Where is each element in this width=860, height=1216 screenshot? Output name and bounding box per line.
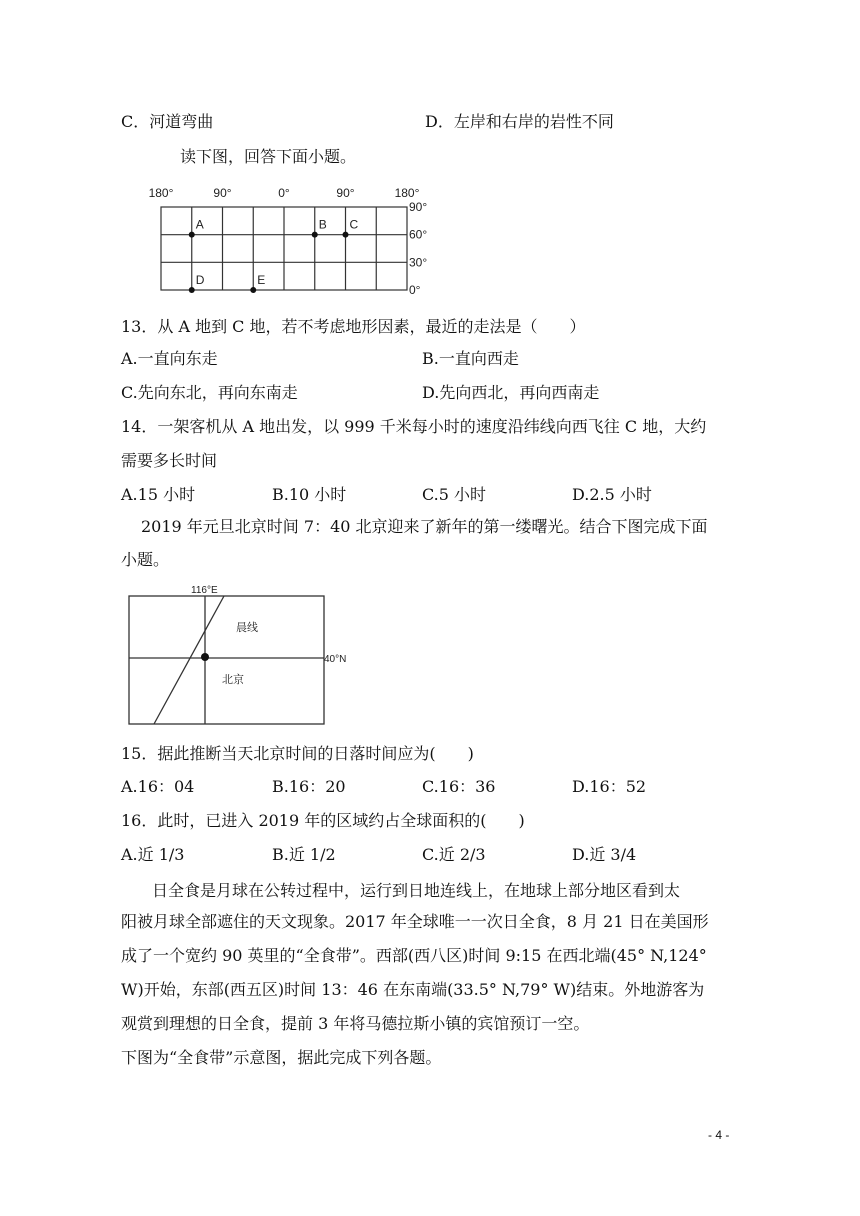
q14-option-c: C.5 小时 <box>422 485 487 504</box>
point-d <box>189 287 195 293</box>
lat-40n-label: 40°N <box>324 654 347 665</box>
beijing-label: 北京 <box>222 674 244 686</box>
q14-stem-line1: 14．一架客机从 A 地出发，以 999 千米每小时的速度沿纬线向西飞往 C 地，大约 <box>121 417 707 436</box>
q14-option-d: D.2.5 小时 <box>572 485 652 504</box>
point-label-d: D <box>195 273 205 287</box>
point-b <box>312 232 318 238</box>
point-c <box>343 232 349 238</box>
lat-tick-label: 0° <box>409 283 421 297</box>
q15-stem: 15．据此推断当天北京时间的日落时间应为( ) <box>121 744 474 763</box>
lon-116e-label: 116°E <box>191 585 218 596</box>
passage-line5: 观赏到理想的日全食，提前 3 年将马德拉斯小镇的宾馆预订一空。 <box>121 1014 590 1033</box>
passage-line4: W)开始，东部(西五区)时间 13：46 在东南端(33.5° N,79° W)结束。外地游客为 <box>121 980 705 999</box>
intro-read-figure: 读下图，回答下面小题。 <box>180 147 357 166</box>
lon-tick-label: 90° <box>213 186 232 200</box>
q15-option-d: D.16：52 <box>572 777 647 796</box>
passage-line6: 下图为“全食带”示意图，据此完成下列各题。 <box>121 1048 442 1067</box>
lon-tick-label: 180° <box>394 186 420 200</box>
q13-stem: 13．从 A 地到 C 地，若不考虑地形因素，最近的走法是（ ） <box>121 317 586 336</box>
q16-option-d: D.近 3/4 <box>572 845 637 864</box>
lat-lon-grid-figure <box>145 184 445 298</box>
page-number: - 4 - <box>708 1128 730 1142</box>
q13-option-c: C.先向东北，再向东南走 <box>121 383 298 402</box>
lon-tick-label: 90° <box>336 186 355 200</box>
q15-option-b: B.16：20 <box>272 777 346 796</box>
passage-line2: 阳被月球全部遮住的天文现象。2017 年全球唯一一次日全食，8 月 21 日在美国形 <box>121 912 709 931</box>
point-e <box>250 287 256 293</box>
lon-tick-label: 0° <box>278 186 290 200</box>
lat-tick-label: 30° <box>409 255 428 270</box>
passage-line1: 日全食是月球在公转过程中，运行到日地连线上，在地球上部分地区看到太 <box>152 881 681 900</box>
q16-option-c: C.近 2/3 <box>422 845 486 864</box>
option-d-top: D．左岸和右岸的岩性不同 <box>425 112 614 131</box>
point-a <box>189 232 195 238</box>
q15-option-c: C.16：36 <box>422 777 496 796</box>
beijing-point <box>201 653 209 661</box>
beijing-dawn-figure <box>124 583 364 728</box>
terminator-line <box>154 596 224 724</box>
lat-tick-label: 90° <box>409 200 428 214</box>
point-label-a: A <box>195 217 204 232</box>
q13-option-d: D.先向西北，再向西南走 <box>422 383 600 402</box>
q14-option-b: B.10 小时 <box>272 485 347 504</box>
q16-option-b: B.近 1/2 <box>272 845 336 864</box>
q14-option-a: A.15 小时 <box>121 485 196 504</box>
q14-stem-line2: 需要多长时间 <box>121 451 218 470</box>
intro2-line2: 小题。 <box>121 550 170 569</box>
intro2-line1: 2019 年元旦北京时间 7：40 北京迎来了新年的第一缕曙光。结合下图完成下面 <box>141 517 708 536</box>
q15-option-a: A.16：04 <box>121 777 195 796</box>
point-label-b: B <box>318 217 327 232</box>
passage-line3: 成了一个宽约 90 英里的“全食带”。西部(西八区)时间 9:15 在西北端(45° N,124° <box>121 946 707 965</box>
point-label-e: E <box>257 273 266 287</box>
q13-option-a: A.一直向东走 <box>121 349 218 368</box>
lat-tick-label: 60° <box>409 227 428 242</box>
terminator-label: 晨线 <box>236 622 258 634</box>
option-c-top: C．河道弯曲 <box>121 112 214 131</box>
lon-tick-label: 180° <box>148 186 174 200</box>
q13-option-b: B.一直向西走 <box>422 349 519 368</box>
point-label-c: C <box>349 217 359 232</box>
q16-option-a: A.近 1/3 <box>121 845 185 864</box>
q16-stem: 16．此时，已进入 2019 年的区域约占全球面积的( ) <box>121 811 525 830</box>
